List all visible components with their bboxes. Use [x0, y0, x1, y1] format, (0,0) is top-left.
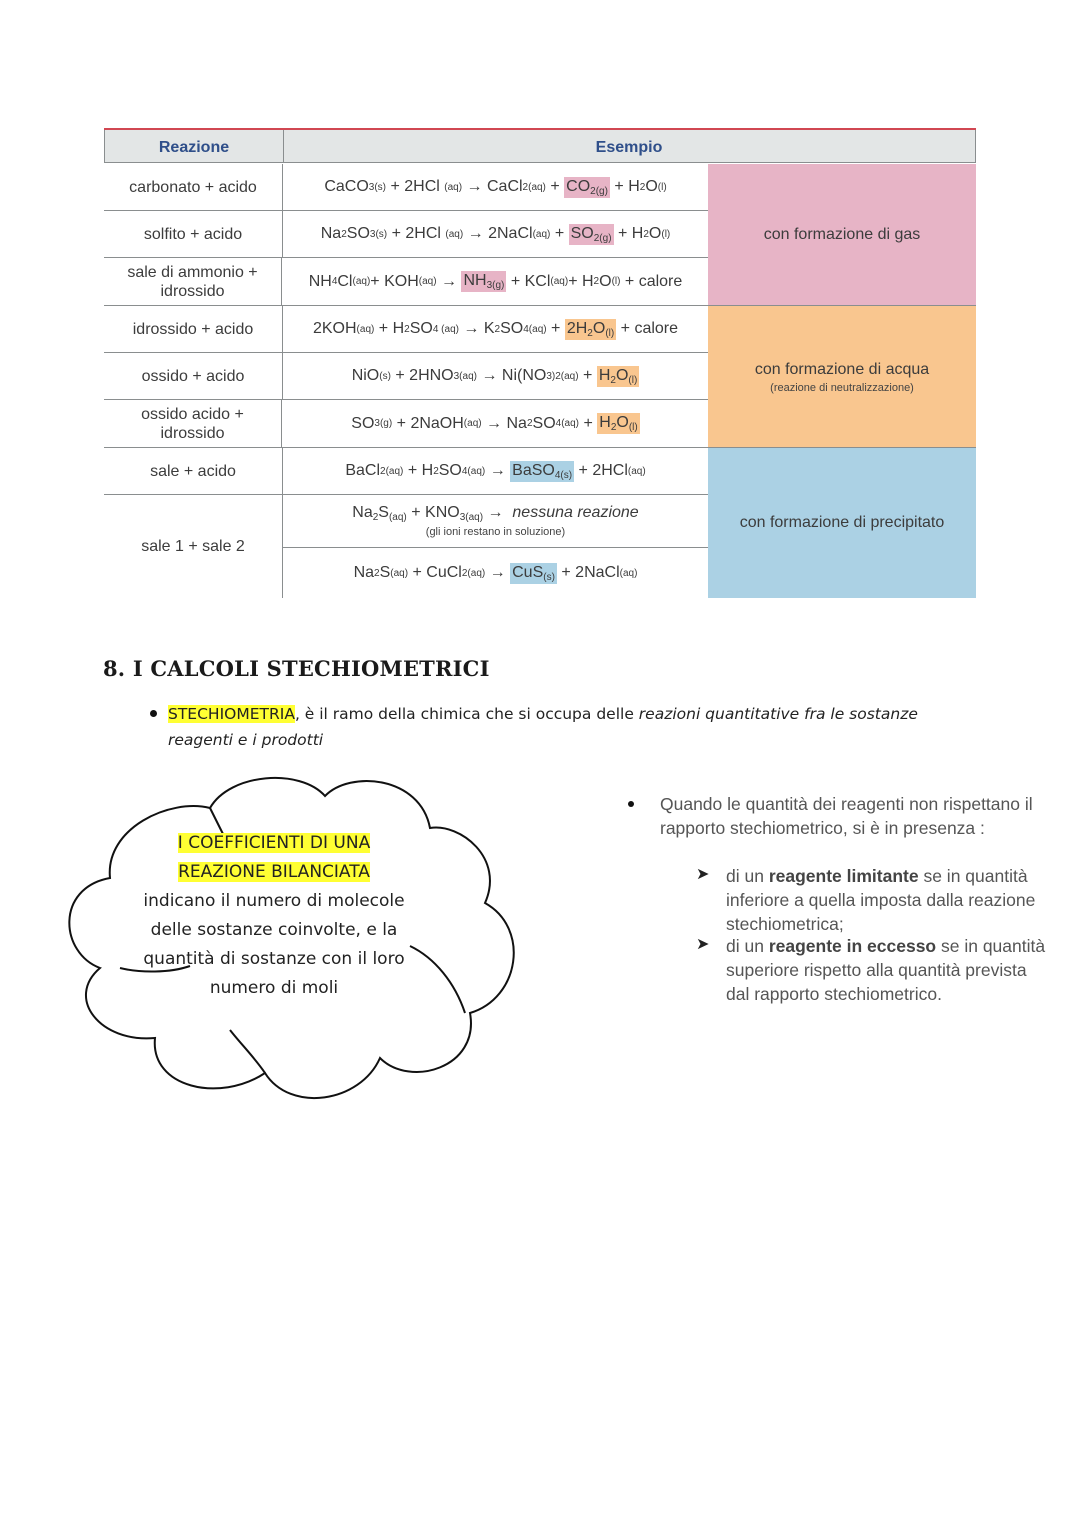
group-gas-label: con formazione di gas: [763, 226, 921, 243]
bullet-dot: [150, 710, 157, 717]
highlight-so2: $SO_{2(g)}$: [570, 224, 612, 244]
cloud-text: [136, 829, 412, 1003]
row-label-solfito: solfito + acido: [104, 211, 283, 257]
stechiometria-definition: STECHIOMETRIA, è il ramo della chimica che si occupa delle reazioni quantitative fra le sostanze reagenti e i prodotti: [168, 705, 918, 749]
highlight-co2: $CO_{2(g)}$: [566, 177, 608, 197]
item-reagente-eccesso: di un reagente in eccesso se in quantità superiore rispetto alla quantità prevista dal rapporto stechiometrico.: [726, 936, 1046, 1004]
equation-sale-sale-a: $Na_2S_{(aq)} + KNO_{3(aq)}$ → nessuna reazione (gli ioni restano in soluzione): [352, 504, 639, 538]
header-example: Esempio: [595, 139, 663, 156]
row-label-ammonio: sale di ammonio + idrossido: [104, 258, 282, 305]
group-gas: [708, 164, 976, 306]
row-label-ossido-acido-idrossido: ossido acido + idrossido: [104, 400, 282, 447]
highlight-baso4: BaSO$_{4(s)}$: [512, 461, 573, 481]
row-label-idrossido-acido: idrossido + acido: [104, 306, 283, 352]
highlight-nh3: $NH_{3(g)}$: [463, 272, 505, 291]
group-precipitate-label: con formazione di precipitato: [739, 514, 945, 531]
bullet-dot: [628, 801, 634, 807]
row-label-ossido-acido: ossido + acido: [104, 353, 283, 399]
definition-term: STECHIOMETRIA: [168, 705, 295, 723]
arrow-bullet-icon: ➤: [696, 864, 710, 883]
equation-ossido-acido: NiO (s) + 2HNO 3(aq) → Ni(NO 3 )2(aq) + $H_2O_{(l)}$: [351, 366, 638, 386]
group-water-note: (reazione di neutralizzazione): [770, 381, 914, 394]
row-label-sale1-sale2: sale 1 + sale 2: [104, 495, 283, 598]
group-precipitate: [708, 448, 976, 598]
equation-idrossido-acido: 2KOH (aq) + H 2 SO 4 (aq) → K 2 SO 4(aq) + $2H_2O_{(l)}$ + calore: [312, 319, 679, 339]
item-reagente-limitante: di un reagente limitante se in quantità inferiore a quella imposta dalla reazione stechiometrica;: [726, 866, 1036, 934]
equation-ossido-acido-idrossido: SO 3(g) + 2NaOH (aq) → Na 2 SO 4(aq) + $H_2O_{(l)}$: [351, 414, 638, 433]
cloud-body: indicano il numero di molecole delle sostanze coinvolte, e la quantità di sostanze con il loro numero di moli: [143, 891, 405, 998]
reactions-table: [104, 128, 976, 598]
right-intro: Quando le quantità dei reagenti non rispettano il rapporto stechiometrico, si è in presenza :: [660, 794, 1033, 838]
highlight-h2o: $H_2O_{(l)}$: [599, 414, 638, 433]
equation-solfito: Na 2 SO 3(s) + 2HCl (aq) → 2NaCl (aq) + $SO_{2(g)}$ + H 2 O (l): [320, 224, 671, 244]
definition-italic: reazioni quantitative fra le sostanze reagenti e i prodotti: [168, 705, 918, 749]
row-label-sale-acido: sale + acido: [104, 448, 283, 494]
highlight-cus: CuS$_{(s)}$: [512, 563, 555, 583]
cloud-highlight: I COEFFICIENTI DI UNA REAZIONE BILANCIATA: [177, 833, 371, 882]
group-water-label: con formazione di acqua: [754, 360, 930, 378]
row-label-carbonato: carbonato + acido: [104, 164, 283, 210]
arrow-bullet-icon: ➤: [696, 934, 710, 953]
highlight-2h2o: $2H_2O_{(l)}$: [566, 319, 615, 339]
equation-sale-sale-b: Na 2 S (aq) + CuCl 2(aq) → CuS$_{(s)}$ + 2NaCl (aq): [353, 563, 638, 583]
group-water: [708, 306, 976, 448]
highlight-h2o: $H_2O_{(l)}$: [598, 366, 638, 386]
no-reaction-note: (gli ioni restano in soluzione): [425, 526, 566, 538]
section-title: 8. I CALCOLI STECHIOMETRICI: [103, 656, 490, 681]
table-header: [104, 130, 976, 163]
equation-ammonio: NH 4 Cl (aq) + KOH (aq) → $NH_{3(g)}$ + KCl (aq) + H 2 O (l) + calore: [308, 272, 683, 291]
header-reaction: Reazione: [105, 130, 284, 162]
equation-sale-acido: BaCl 2(aq) + H 2 SO 4(aq) → BaSO$_{4(s)}$ + 2HCl (aq): [345, 461, 646, 481]
equation-carbonato: CaCO 3(s) + 2HCl (aq) → CaCl 2(aq) + $CO_{2(g)}$ + H 2 O (l): [324, 177, 667, 197]
